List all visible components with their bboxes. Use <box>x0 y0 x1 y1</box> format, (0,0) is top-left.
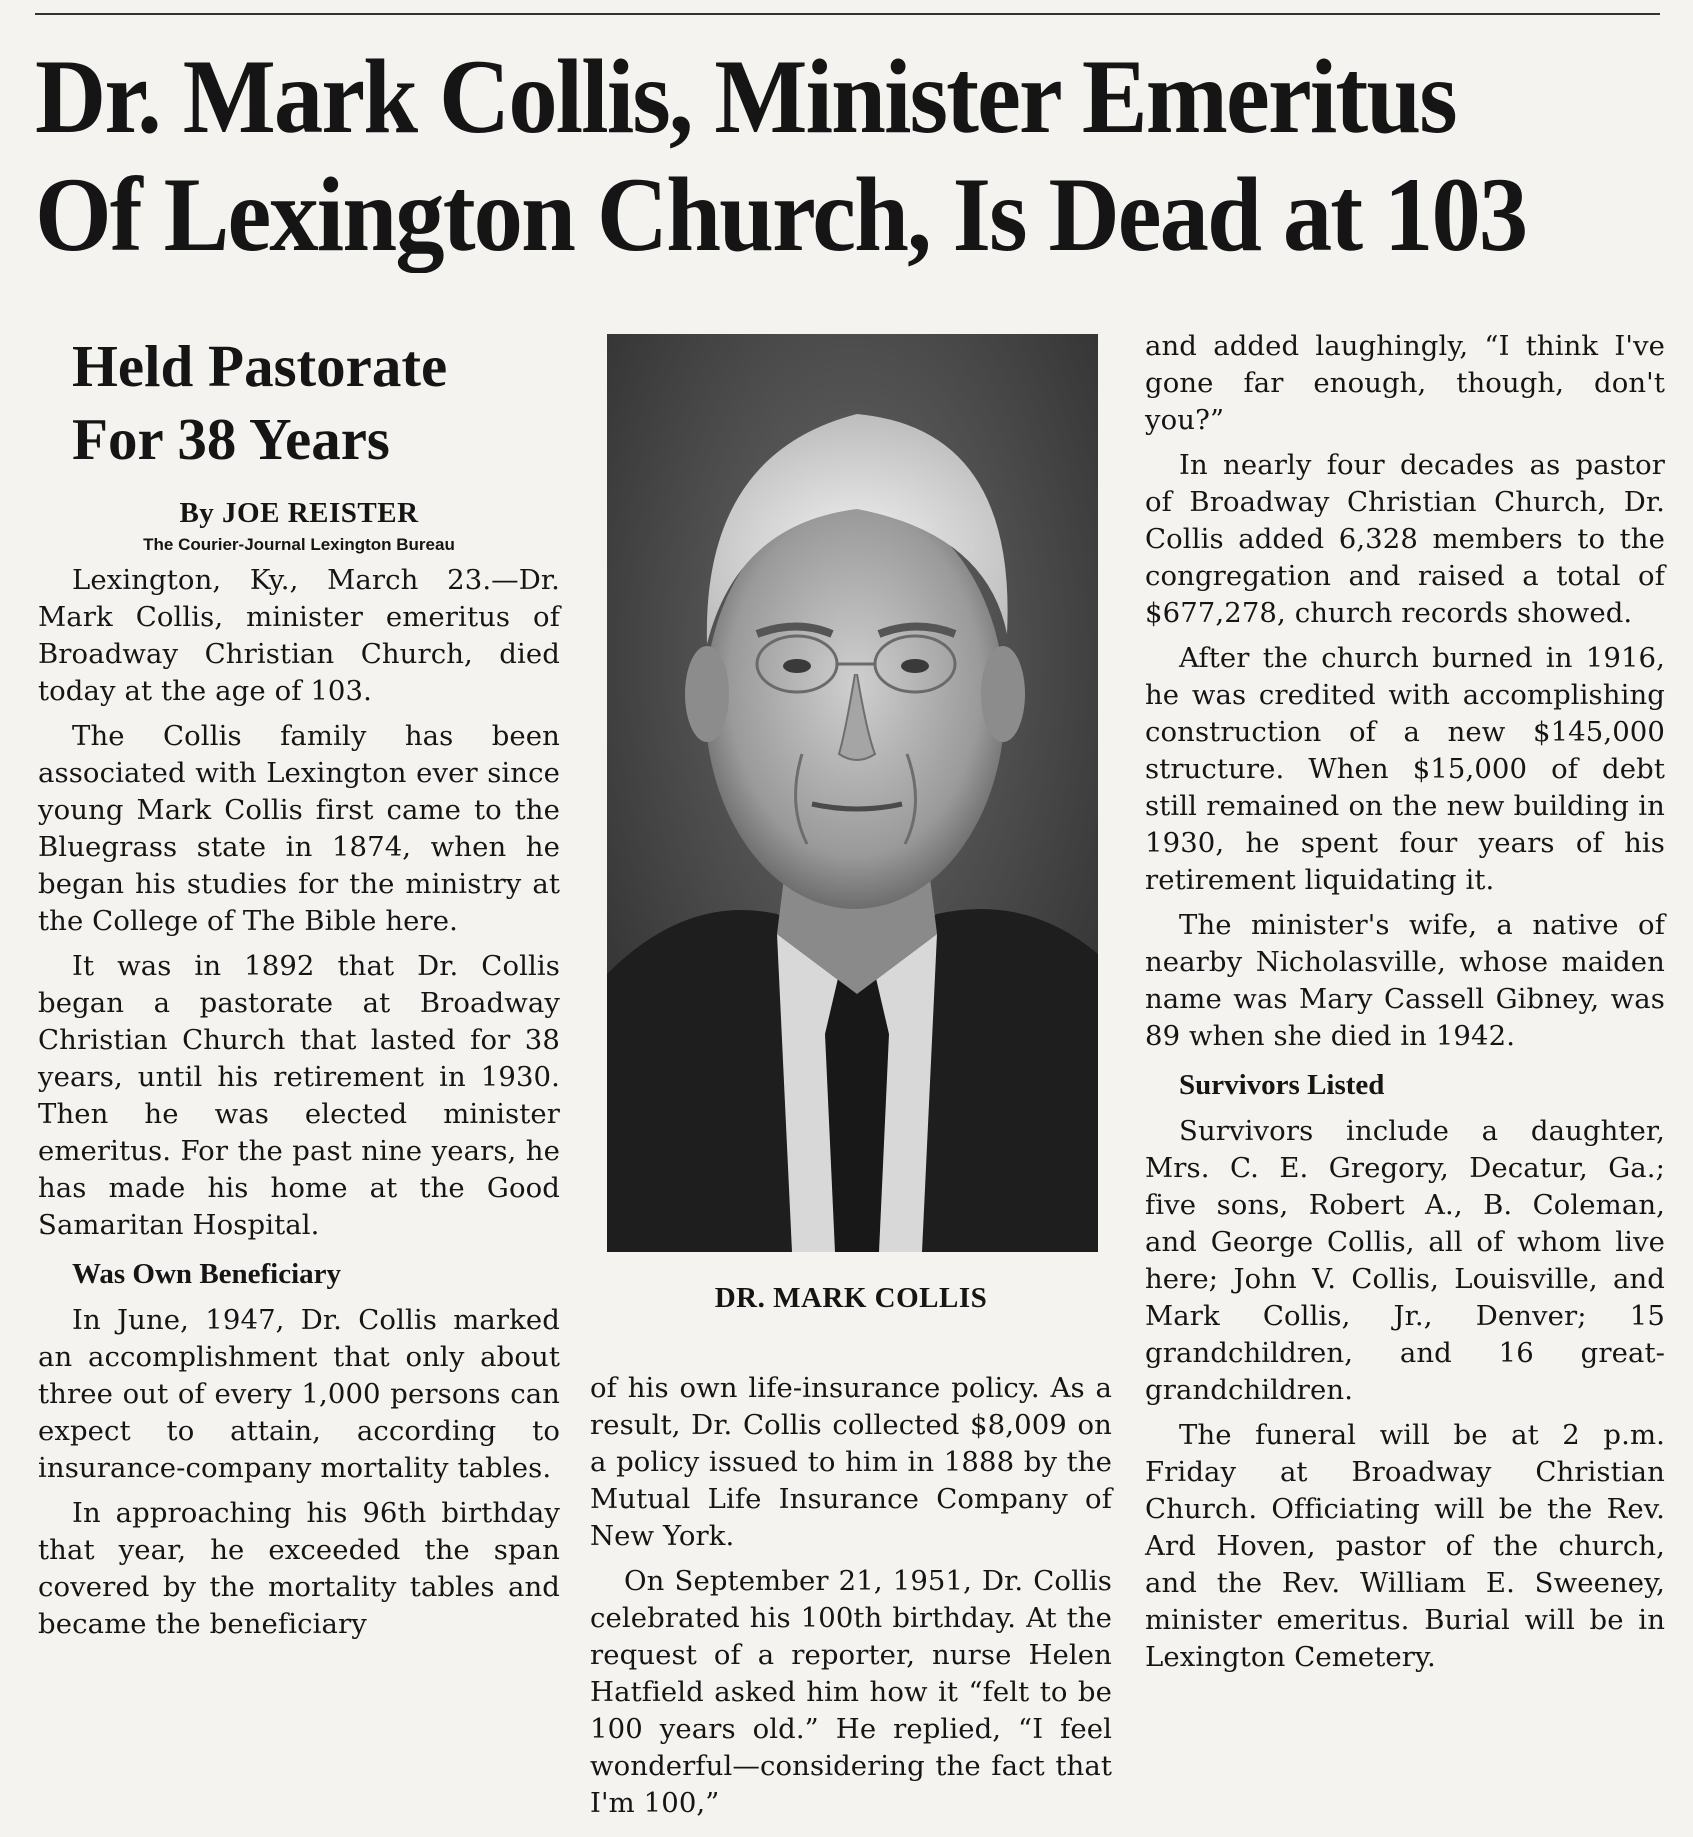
subheadline <box>72 330 560 476</box>
photo-caption: DR. MARK COLLIS <box>714 1282 988 1314</box>
article-paragraph: On September 21, 1951, Dr. Collis celebrated his 100th birthday. At the request of a reporter, nurse Helen Hatfield asked him how it “felt to be 100 years old.” He replied, “I feel wonderful—considering the fact that I'm 100,” <box>590 1565 1112 1819</box>
subhead-line-2: For 38 Years <box>72 406 390 472</box>
byline: By JOE REISTER <box>179 497 419 529</box>
article-paragraph: It was in 1892 that Dr. Collis began a pastorate at Broadway Christian Church that lasted for 38 years, until his retirement in 1930. Then he was elected minister emeritus. For the past nine years, he has made his home at the Good Samaritan Hospital. <box>38 950 560 1241</box>
portrait-image <box>607 334 1098 1252</box>
article-column-3 <box>1145 328 1665 1684</box>
article-column-1 <box>38 330 560 1651</box>
article-paragraph: In June, 1947, Dr. Collis marked an accomplishment that only about three out of every 1,000 persons can expect to attain, according to insurance-company mortality tables. <box>38 1304 560 1484</box>
article-column-2 <box>590 1370 1112 1830</box>
portrait-photo <box>607 334 1098 1252</box>
article-paragraph: Survivors include a daughter, Mrs. C. E. Gregory, Decatur, Ga.; five sons, Robert A., B. Coleman, and George Collis, all of whom live here; John V. Collis, Louisville, and Mark Collis, Jr., Denver; 15 grandchildren, and 16 great-grandchildren. <box>1145 1115 1665 1406</box>
article-paragraph: and added laughingly, “I think I've gone far enough, though, don't you?” <box>1145 330 1665 436</box>
article-paragraph: The funeral will be at 2 p.m. Friday at Broadway Christian Church. Officiating will be the Rev. Ard Hoven, pastor of the church, and the Rev. William E. Sweeney, minister emeritus. Burial will be in Lexington Cemetery. <box>1145 1419 1665 1673</box>
headline-line-1: Dr. Mark Collis, Minister Emeritus <box>35 38 1456 155</box>
headline-line-2: Of Lexington Church, Is Dead at 103 <box>35 156 1527 273</box>
article-paragraph: In approaching his 96th birthday that year, he exceeded the span covered by the mortality tables and became the beneficiary <box>38 1497 560 1640</box>
section-heading: Survivors Listed <box>1179 1069 1385 1101</box>
bureau-credit: The Courier-Journal Lexington Bureau <box>143 535 455 554</box>
headline <box>35 38 1560 274</box>
section-heading: Was Own Beneficiary <box>72 1258 342 1290</box>
article-paragraph: Lexington, Ky., March 23.—Dr. Mark Collis, minister emeritus of Broadway Christian Church, died today at the age of 103. <box>38 564 560 707</box>
article-paragraph: The minister's wife, a native of nearby Nicholasville, whose maiden name was Mary Cassell Gibney, was 89 when she died in 1942. <box>1145 909 1665 1052</box>
article-paragraph: In nearly four decades as pastor of Broadway Christian Church, Dr. Collis added 6,328 members to the congregation and raised a total of $677,278, church records showed. <box>1145 449 1665 629</box>
article-paragraph: The Collis family has been associated with Lexington ever since young Mark Collis first came to the Bluegrass state in 1874, when he began his studies for the ministry at the College of The Bible here. <box>38 720 560 937</box>
top-rule <box>35 13 1660 15</box>
article-paragraph: After the church burned in 1916, he was credited with accomplishing construction of a new $145,000 structure. When $15,000 of debt still remained on the new building in 1930, he spent four years of his retirement liquidating it. <box>1145 642 1665 896</box>
article-paragraph: of his own life-insurance policy. As a result, Dr. Collis collected $8,009 on a policy issued to him in 1888 by the Mutual Life Insurance Company of New York. <box>590 1372 1112 1552</box>
subhead-line-1: Held Pastorate <box>72 333 448 399</box>
